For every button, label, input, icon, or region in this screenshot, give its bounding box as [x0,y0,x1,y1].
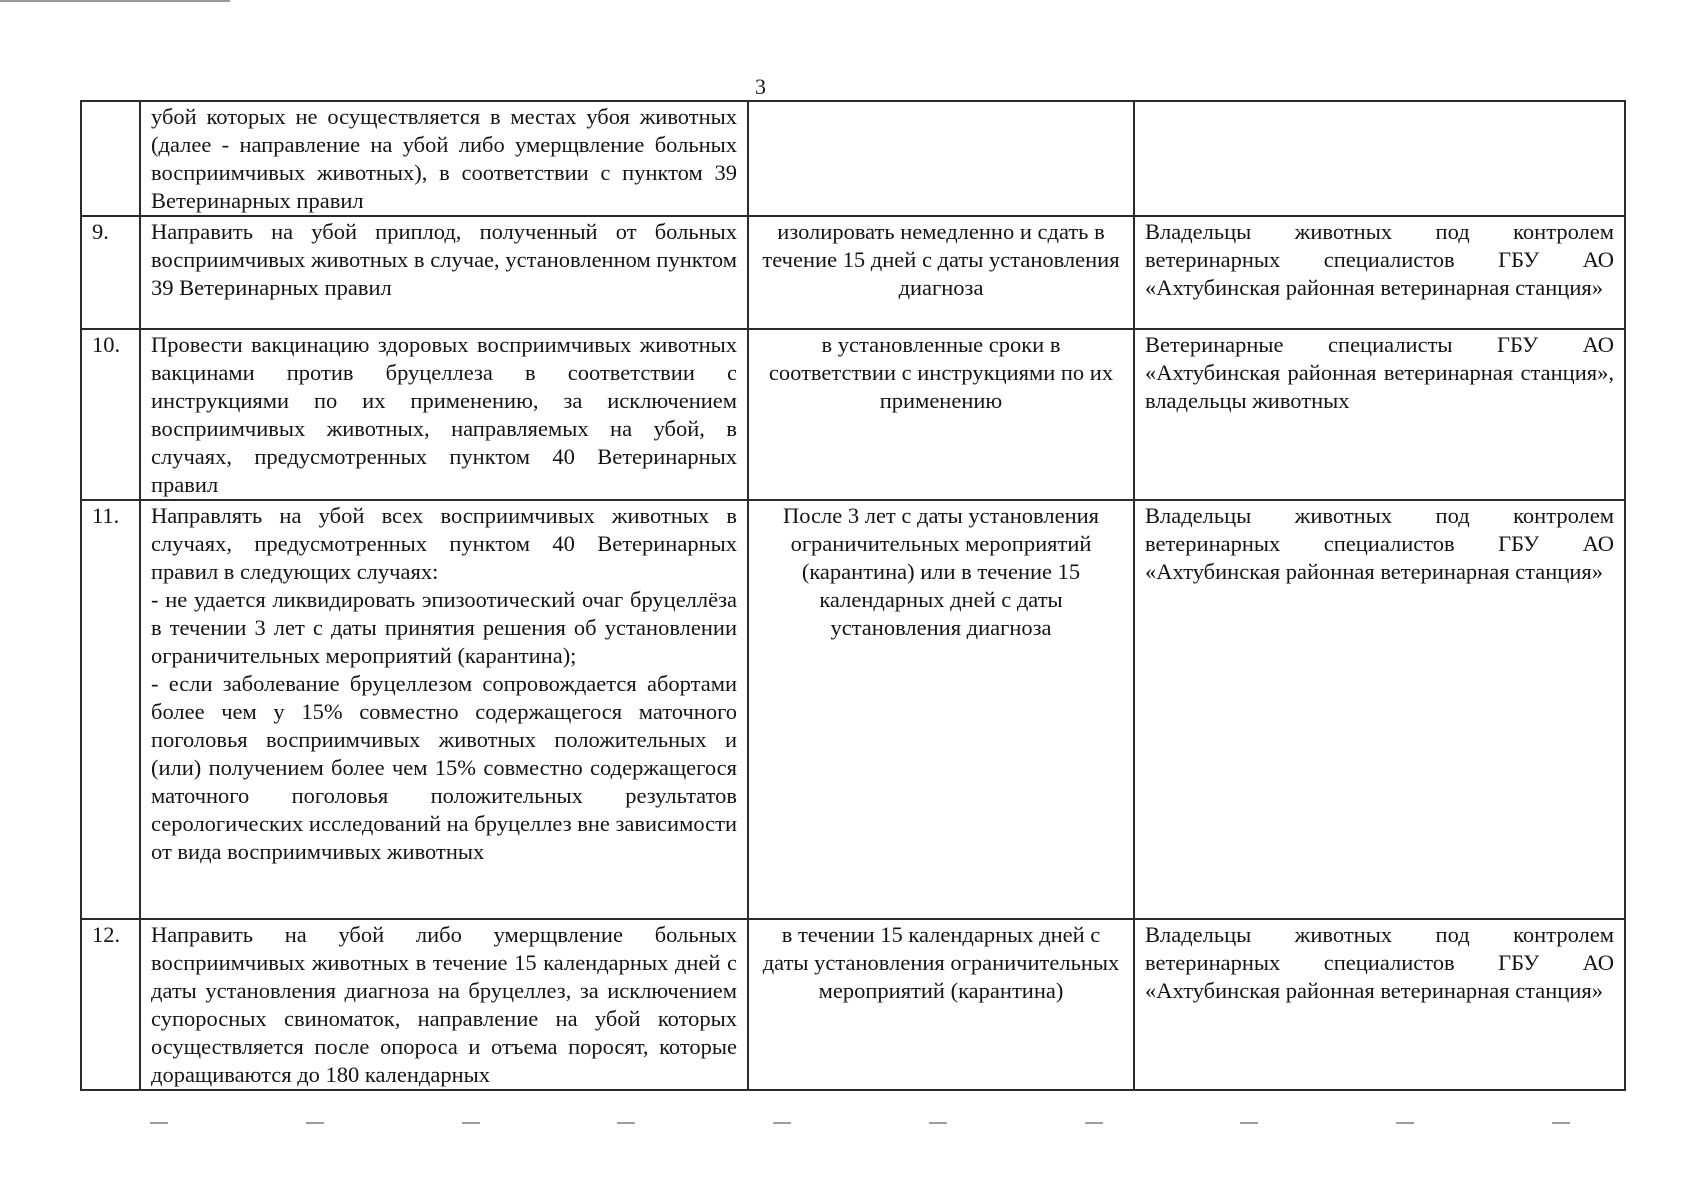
scan-dot [1396,1122,1414,1124]
page-number: 3 [755,74,766,99]
scan-dot [306,1122,324,1124]
row-number: 10. [81,329,140,500]
scan-noise [150,1122,1570,1134]
table-row [81,216,1625,329]
measure-text: Направить на убой приплод, полученный от больных восприимчивых животных в случае, установленном пунктом 39 Ветеринарных правил [140,216,748,329]
scan-dot [462,1122,480,1124]
measure-condition-2: - если заболевание бруцеллезом сопровождается абортами более чем у 15% совместно содержащегося маточного поголовья восприимчивых животных положительных и (или) получением более чем 15% совместно содержащегося маточного поголовья положительных результатов серологических исследований на бруцеллез вне зависимости от вида восприимчивых животных [151,671,737,864]
row-number [81,101,140,216]
deadline-text: изолировать немедленно и сдать в течение 15 дней с даты установления диагноза [748,216,1134,329]
scan-dot [1085,1122,1103,1124]
table-row [81,919,1625,1090]
responsible-text: Владельцы животных под контролем ветеринарных специалистов ГБУ АО «Ахтубинская районная ветеринарная станция» [1134,919,1625,1090]
scan-edge-mark [0,0,230,2]
row-number: 12. [81,919,140,1090]
row-number: 9. [81,216,140,329]
table-row [81,500,1625,919]
scan-dot [1552,1122,1570,1124]
measure-text: Провести вакцинацию здоровых восприимчивых животных вакцинами против бруцеллеза в соответствии с инструкциями по их применению, за исключением восприимчивых животных, направляемых на убой, в случаях, предусмотренных пунктом 40 Ветеринарных правил [140,329,748,500]
deadline-text: в течении 15 календарных дней с даты установления ограничительных мероприятий (карантина) [748,919,1134,1090]
scan-dot [929,1122,947,1124]
deadline-text: После 3 лет с даты установления ограничительных мероприятий (карантина) или в течение 15 календарных дней с даты установления диагноза [748,500,1134,919]
responsible-text: Владельцы животных под контролем ветеринарных специалистов ГБУ АО «Ахтубинская районная ветеринарная станция» [1134,216,1625,329]
measure-text: Направить на убой либо умерщвление больных восприимчивых животных в течение 15 календарных дней с даты установления диагноза на бруцеллез, за исключением супоросных свиноматок, направление на убой которых осуществляется после опороса и отъема поросят, которые доращиваются до 180 календарных [140,919,748,1090]
responsible-text [1134,101,1625,216]
measure-text: убой которых не осуществляется в местах убоя животных (далее - направление на убой либо умерщвление больных восприимчивых животных), в соответствии с пунктом 39 Ветеринарных правил [140,101,748,216]
table-row [81,329,1625,500]
scan-dot [617,1122,635,1124]
scan-dot [150,1122,168,1124]
deadline-text [748,101,1134,216]
measure-text [140,500,748,919]
row-number: 11. [81,500,140,919]
measure-condition-1: - не удается ликвидировать эпизоотический очаг бруцеллёза в течении 3 лет с даты принятия решения об установлении ограничительных мероприятий (карантина); [151,587,737,668]
scan-dot [773,1122,791,1124]
responsible-text: Ветеринарные специалисты ГБУ АО «Ахтубинская районная ветеринарная станция», владельцы животных [1134,329,1625,500]
responsible-text: Владельцы животных под контролем ветеринарных специалистов ГБУ АО «Ахтубинская районная ветеринарная станция» [1134,500,1625,919]
deadline-text: в установленные сроки в соответствии с инструкциями по их применению [748,329,1134,500]
measure-intro: Направлять на убой всех восприимчивых животных в случаях, предусмотренных пунктом 40 Ветеринарных правил в следующих случаях: [151,503,737,584]
scan-dot [1240,1122,1258,1124]
measures-table [80,100,1626,1091]
table-row [81,101,1625,216]
